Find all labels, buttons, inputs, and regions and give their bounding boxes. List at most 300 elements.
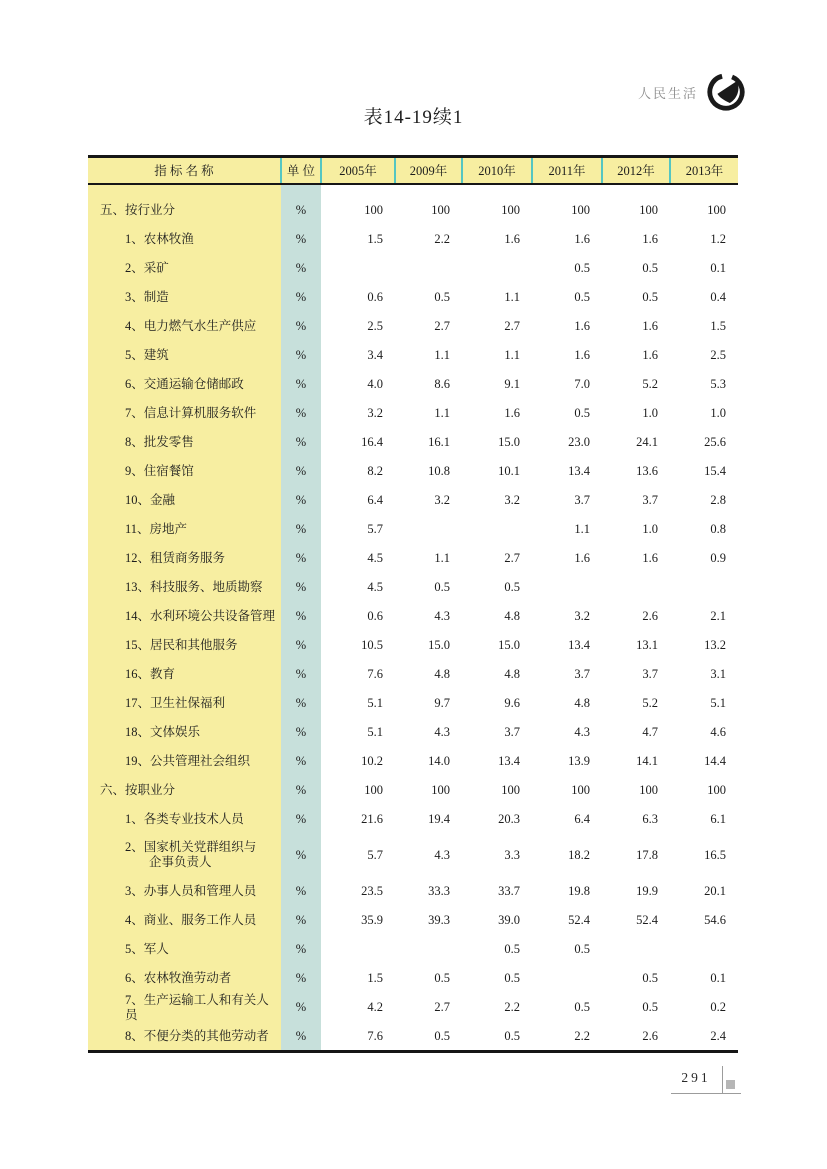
footer-horizontal-rule <box>671 1093 741 1094</box>
table-row <box>88 602 738 631</box>
value-cell: 8.2 <box>321 457 395 486</box>
row-label-line1: 18、文体娱乐 <box>125 724 201 739</box>
value-cell: 4.8 <box>532 689 602 718</box>
value-cell: 1.1 <box>395 341 462 370</box>
section-label: 人民生活 <box>637 85 698 101</box>
value-cell: 1.5 <box>321 225 395 254</box>
value-cell: 0.5 <box>395 1023 462 1052</box>
value-cell: 0.5 <box>395 964 462 993</box>
value-cell: 3.1 <box>670 660 738 689</box>
row-label-line1: 14、水利环境公共设备管理 <box>125 608 276 623</box>
value-cell: 39.3 <box>395 906 462 935</box>
value-cell: 5.1 <box>321 718 395 747</box>
value-cell: 0.4 <box>670 283 738 312</box>
value-cell: 20.1 <box>670 877 738 906</box>
row-label-line1: 19、公共管理社会组织 <box>125 753 251 768</box>
value-cell: 54.6 <box>670 906 738 935</box>
value-cell: 0.5 <box>602 964 670 993</box>
value-cell <box>395 254 462 283</box>
value-cell: 1.0 <box>602 515 670 544</box>
value-cell: 1.2 <box>670 225 738 254</box>
value-cell: 0.5 <box>532 283 602 312</box>
row-label-line1: 16、教育 <box>125 666 176 681</box>
value-cell: 6.1 <box>670 805 738 834</box>
value-cell: 9.6 <box>462 689 532 718</box>
table-row <box>88 399 738 428</box>
value-cell: 100 <box>395 196 462 225</box>
table-row <box>88 993 738 1023</box>
table-row <box>88 877 738 906</box>
row-label-cell <box>88 689 281 718</box>
table-row <box>88 573 738 602</box>
value-cell: 5.2 <box>602 689 670 718</box>
value-cell: 0.1 <box>670 254 738 283</box>
unit-cell: % <box>281 283 321 312</box>
value-cell: 52.4 <box>602 906 670 935</box>
page-title: 表14-19续1 <box>363 107 464 128</box>
value-cell: 9.1 <box>462 370 532 399</box>
value-cell: 2.6 <box>602 602 670 631</box>
value-cell: 4.7 <box>602 718 670 747</box>
unit-cell: % <box>281 544 321 573</box>
value-cell: 0.5 <box>395 283 462 312</box>
value-cell: 24.1 <box>602 428 670 457</box>
row-label-line1: 2、采矿 <box>125 260 169 275</box>
row-label-line1: 4、电力燃气水生产供应 <box>125 318 257 333</box>
table-row <box>88 341 738 370</box>
row-label-line1: 13、科技服务、地质勘察 <box>125 579 263 594</box>
value-cell: 2.5 <box>670 341 738 370</box>
unit-cell: % <box>281 718 321 747</box>
table-header-row <box>88 157 738 184</box>
unit-cell: % <box>281 486 321 515</box>
unit-cell: % <box>281 515 321 544</box>
spacer-values-cell <box>321 184 738 196</box>
value-cell: 19.9 <box>602 877 670 906</box>
row-label-cell <box>88 544 281 573</box>
value-cell: 0.5 <box>462 573 532 602</box>
value-cell: 2.4 <box>670 1023 738 1052</box>
value-cell: 4.5 <box>321 573 395 602</box>
value-cell: 0.5 <box>532 935 602 964</box>
unit-cell: % <box>281 631 321 660</box>
row-label-cell <box>88 631 281 660</box>
table-row <box>88 906 738 935</box>
value-cell: 2.7 <box>462 544 532 573</box>
unit-cell: % <box>281 660 321 689</box>
table-row <box>88 486 738 515</box>
value-cell <box>395 515 462 544</box>
table-row <box>88 689 738 718</box>
table-row <box>88 805 738 834</box>
table-row <box>88 660 738 689</box>
row-label-line1: 15、居民和其他服务 <box>125 637 238 652</box>
value-cell: 4.3 <box>532 718 602 747</box>
value-cell: 4.6 <box>670 718 738 747</box>
value-cell: 2.2 <box>462 993 532 1023</box>
value-cell: 3.2 <box>395 486 462 515</box>
row-label-line1: 17、卫生社保福利 <box>125 695 226 710</box>
column-header-2005: 2005年 <box>321 157 395 184</box>
value-cell: 6.3 <box>602 805 670 834</box>
value-cell: 35.9 <box>321 906 395 935</box>
row-label-line1: 6、交通运输仓储邮政 <box>125 376 244 391</box>
value-cell: 5.7 <box>321 834 395 877</box>
value-cell: 1.0 <box>602 399 670 428</box>
value-cell: 1.6 <box>462 399 532 428</box>
row-label-cell <box>88 399 281 428</box>
unit-cell: % <box>281 877 321 906</box>
row-label-cell <box>88 573 281 602</box>
row-label-line1: 3、制造 <box>125 289 169 304</box>
row-label-cell <box>88 225 281 254</box>
row-label-line2: 企事负责人 <box>149 855 212 869</box>
unit-cell: % <box>281 834 321 877</box>
value-cell: 10.8 <box>395 457 462 486</box>
value-cell <box>602 573 670 602</box>
value-cell <box>321 935 395 964</box>
column-header-indicator: 指 标 名 称 <box>88 157 281 184</box>
value-cell: 5.1 <box>670 689 738 718</box>
value-cell: 15.0 <box>462 428 532 457</box>
value-cell: 3.2 <box>462 486 532 515</box>
row-label-cell <box>88 718 281 747</box>
value-cell: 1.6 <box>532 312 602 341</box>
value-cell: 1.1 <box>462 341 532 370</box>
row-label-cell <box>88 457 281 486</box>
value-cell: 14.0 <box>395 747 462 776</box>
row-label-line1: 1、农林牧渔 <box>125 231 194 246</box>
value-cell <box>532 964 602 993</box>
row-label-line1: 8、不便分类的其他劳动者 <box>125 1028 269 1043</box>
value-cell: 0.6 <box>321 602 395 631</box>
value-cell: 100 <box>532 776 602 805</box>
row-label-cell <box>88 341 281 370</box>
table-row <box>88 428 738 457</box>
value-cell: 16.5 <box>670 834 738 877</box>
value-cell: 14.1 <box>602 747 670 776</box>
value-cell: 13.6 <box>602 457 670 486</box>
value-cell: 2.7 <box>462 312 532 341</box>
spacer-row <box>88 184 738 196</box>
value-cell: 3.7 <box>462 718 532 747</box>
unit-cell: % <box>281 312 321 341</box>
value-cell: 10.2 <box>321 747 395 776</box>
value-cell: 0.5 <box>602 283 670 312</box>
value-cell: 1.6 <box>602 544 670 573</box>
row-label-cell <box>88 196 281 225</box>
footer-square-icon <box>726 1080 735 1089</box>
value-cell: 6.4 <box>321 486 395 515</box>
value-cell: 5.3 <box>670 370 738 399</box>
value-cell: 23.0 <box>532 428 602 457</box>
value-cell: 3.7 <box>532 486 602 515</box>
page-number: 291 <box>681 1070 711 1085</box>
row-label-line1: 12、租赁商务服务 <box>125 550 226 565</box>
spacer-unit-cell <box>281 184 321 196</box>
value-cell: 39.0 <box>462 906 532 935</box>
unit-cell: % <box>281 399 321 428</box>
value-cell: 1.5 <box>321 964 395 993</box>
value-cell: 2.8 <box>670 486 738 515</box>
value-cell: 0.8 <box>670 515 738 544</box>
value-cell <box>395 935 462 964</box>
value-cell: 10.5 <box>321 631 395 660</box>
value-cell: 3.7 <box>602 660 670 689</box>
value-cell: 13.4 <box>532 631 602 660</box>
value-cell: 21.6 <box>321 805 395 834</box>
value-cell: 4.8 <box>462 602 532 631</box>
value-cell: 2.1 <box>670 602 738 631</box>
value-cell: 5.2 <box>602 370 670 399</box>
row-label-cell <box>88 935 281 964</box>
table-row <box>88 631 738 660</box>
value-cell: 4.3 <box>395 834 462 877</box>
value-cell <box>462 515 532 544</box>
value-cell: 18.2 <box>532 834 602 877</box>
table-row <box>88 312 738 341</box>
row-label-line1: 5、建筑 <box>125 347 169 362</box>
row-label-cell <box>88 370 281 399</box>
value-cell: 7.6 <box>321 1023 395 1052</box>
value-cell: 2.7 <box>395 312 462 341</box>
row-label-line1: 9、住宿餐馆 <box>125 463 194 478</box>
value-cell: 1.6 <box>532 225 602 254</box>
table-row <box>88 1023 738 1052</box>
value-cell: 52.4 <box>532 906 602 935</box>
table-row <box>88 515 738 544</box>
column-header-2009: 2009年 <box>395 157 462 184</box>
value-cell: 14.4 <box>670 747 738 776</box>
value-cell: 100 <box>321 776 395 805</box>
value-cell: 4.0 <box>321 370 395 399</box>
value-cell: 1.6 <box>532 341 602 370</box>
value-cell: 100 <box>602 196 670 225</box>
value-cell: 1.6 <box>532 544 602 573</box>
value-cell <box>670 573 738 602</box>
value-cell: 1.5 <box>670 312 738 341</box>
unit-cell: % <box>281 457 321 486</box>
row-label-line1: 5、军人 <box>125 941 169 956</box>
row-label-line1: 8、批发零售 <box>125 434 194 449</box>
unit-cell: % <box>281 341 321 370</box>
value-cell: 15.0 <box>395 631 462 660</box>
row-label-cell <box>88 906 281 935</box>
value-cell: 100 <box>670 196 738 225</box>
column-header-2013: 2013年 <box>670 157 738 184</box>
row-label-cell <box>88 834 281 877</box>
table-row <box>88 225 738 254</box>
value-cell: 9.7 <box>395 689 462 718</box>
table-row <box>88 283 738 312</box>
row-label-cell <box>88 515 281 544</box>
value-cell: 20.3 <box>462 805 532 834</box>
value-cell: 100 <box>602 776 670 805</box>
table-row <box>88 834 738 877</box>
row-label-cell <box>88 993 281 1023</box>
value-cell: 1.0 <box>670 399 738 428</box>
value-cell: 0.1 <box>670 964 738 993</box>
value-cell <box>670 935 738 964</box>
column-header-2012: 2012年 <box>602 157 670 184</box>
value-cell: 3.2 <box>321 399 395 428</box>
value-cell: 13.2 <box>670 631 738 660</box>
value-cell: 1.6 <box>602 312 670 341</box>
table-row <box>88 718 738 747</box>
unit-cell: % <box>281 254 321 283</box>
table-row <box>88 935 738 964</box>
unit-cell: % <box>281 993 321 1023</box>
unit-cell: % <box>281 196 321 225</box>
table-body <box>88 184 738 1052</box>
value-cell: 3.4 <box>321 341 395 370</box>
row-label-line1: 六、按职业分 <box>100 782 176 797</box>
value-cell: 0.6 <box>321 283 395 312</box>
row-label-cell <box>88 254 281 283</box>
row-label-cell <box>88 964 281 993</box>
value-cell: 10.1 <box>462 457 532 486</box>
value-cell: 33.3 <box>395 877 462 906</box>
value-cell: 0.5 <box>395 573 462 602</box>
value-cell: 1.1 <box>395 544 462 573</box>
row-label-line1: 7、生产运输工人和有关人员 <box>125 992 269 1022</box>
value-cell: 0.5 <box>602 254 670 283</box>
spacer-label-cell <box>88 184 281 196</box>
value-cell: 100 <box>670 776 738 805</box>
unit-cell: % <box>281 602 321 631</box>
value-cell: 1.1 <box>532 515 602 544</box>
value-cell: 1.1 <box>395 399 462 428</box>
unit-cell: % <box>281 370 321 399</box>
row-label-line1: 10、金融 <box>125 492 176 507</box>
row-label-line1: 五、按行业分 <box>100 202 176 217</box>
table-row <box>88 964 738 993</box>
value-cell: 1.6 <box>602 341 670 370</box>
value-cell: 19.8 <box>532 877 602 906</box>
unit-cell: % <box>281 573 321 602</box>
value-cell: 0.5 <box>602 993 670 1023</box>
value-cell: 16.1 <box>395 428 462 457</box>
row-label-cell <box>88 877 281 906</box>
value-cell: 8.6 <box>395 370 462 399</box>
unit-cell: % <box>281 1023 321 1052</box>
value-cell: 100 <box>462 196 532 225</box>
row-label-line1: 11、房地产 <box>125 521 188 536</box>
value-cell: 100 <box>532 196 602 225</box>
row-label-line1: 3、办事人员和管理人员 <box>125 883 257 898</box>
value-cell <box>602 935 670 964</box>
value-cell: 4.5 <box>321 544 395 573</box>
value-cell: 2.6 <box>602 1023 670 1052</box>
row-label-cell <box>88 660 281 689</box>
value-cell: 1.1 <box>462 283 532 312</box>
value-cell: 4.8 <box>462 660 532 689</box>
unit-cell: % <box>281 225 321 254</box>
value-cell: 0.9 <box>670 544 738 573</box>
value-cell: 0.2 <box>670 993 738 1023</box>
row-label-cell <box>88 747 281 776</box>
value-cell: 2.2 <box>395 225 462 254</box>
value-cell: 0.5 <box>462 964 532 993</box>
column-header-unit: 单 位 <box>281 157 321 184</box>
value-cell: 13.1 <box>602 631 670 660</box>
table-row <box>88 747 738 776</box>
table-row <box>88 254 738 283</box>
value-cell: 100 <box>321 196 395 225</box>
value-cell: 100 <box>462 776 532 805</box>
value-cell: 1.6 <box>602 225 670 254</box>
value-cell: 100 <box>395 776 462 805</box>
value-cell: 1.6 <box>462 225 532 254</box>
unit-cell: % <box>281 805 321 834</box>
row-label-line1: 7、信息计算机服务软件 <box>125 405 257 420</box>
value-cell: 7.0 <box>532 370 602 399</box>
value-cell: 23.5 <box>321 877 395 906</box>
value-cell: 4.8 <box>395 660 462 689</box>
value-cell: 13.4 <box>532 457 602 486</box>
row-label-line1: 4、商业、服务工作人员 <box>125 912 257 927</box>
table-row <box>88 776 738 805</box>
row-label-cell <box>88 602 281 631</box>
value-cell: 3.3 <box>462 834 532 877</box>
row-label-cell <box>88 283 281 312</box>
unit-cell: % <box>281 935 321 964</box>
value-cell: 0.5 <box>532 993 602 1023</box>
unit-cell: % <box>281 689 321 718</box>
statistics-table-wrap <box>88 155 738 1053</box>
table-row <box>88 544 738 573</box>
value-cell: 4.2 <box>321 993 395 1023</box>
value-cell: 13.9 <box>532 747 602 776</box>
row-label-line1: 1、各类专业技术人员 <box>125 811 244 826</box>
statistics-table <box>88 155 738 1053</box>
value-cell: 3.2 <box>532 602 602 631</box>
value-cell: 0.5 <box>462 935 532 964</box>
row-label-cell <box>88 486 281 515</box>
value-cell: 0.5 <box>462 1023 532 1052</box>
value-cell: 33.7 <box>462 877 532 906</box>
row-label-line1: 6、农林牧渔劳动者 <box>125 970 232 985</box>
value-cell: 5.1 <box>321 689 395 718</box>
column-header-2011: 2011年 <box>532 157 602 184</box>
value-cell: 15.0 <box>462 631 532 660</box>
value-cell <box>532 573 602 602</box>
unit-cell: % <box>281 776 321 805</box>
value-cell <box>462 254 532 283</box>
row-label-cell <box>88 776 281 805</box>
table-row <box>88 196 738 225</box>
row-label-cell <box>88 805 281 834</box>
unit-cell: % <box>281 428 321 457</box>
column-header-2010: 2010年 <box>462 157 532 184</box>
row-label-cell <box>88 428 281 457</box>
value-cell: 3.7 <box>532 660 602 689</box>
unit-cell: % <box>281 964 321 993</box>
value-cell: 2.7 <box>395 993 462 1023</box>
value-cell: 7.6 <box>321 660 395 689</box>
value-cell: 16.4 <box>321 428 395 457</box>
value-cell: 3.7 <box>602 486 670 515</box>
value-cell: 13.4 <box>462 747 532 776</box>
row-label-cell <box>88 312 281 341</box>
value-cell: 0.5 <box>532 399 602 428</box>
value-cell: 4.3 <box>395 602 462 631</box>
value-cell <box>321 254 395 283</box>
value-cell: 25.6 <box>670 428 738 457</box>
row-label-cell <box>88 1023 281 1052</box>
unit-cell: % <box>281 747 321 776</box>
value-cell: 5.7 <box>321 515 395 544</box>
